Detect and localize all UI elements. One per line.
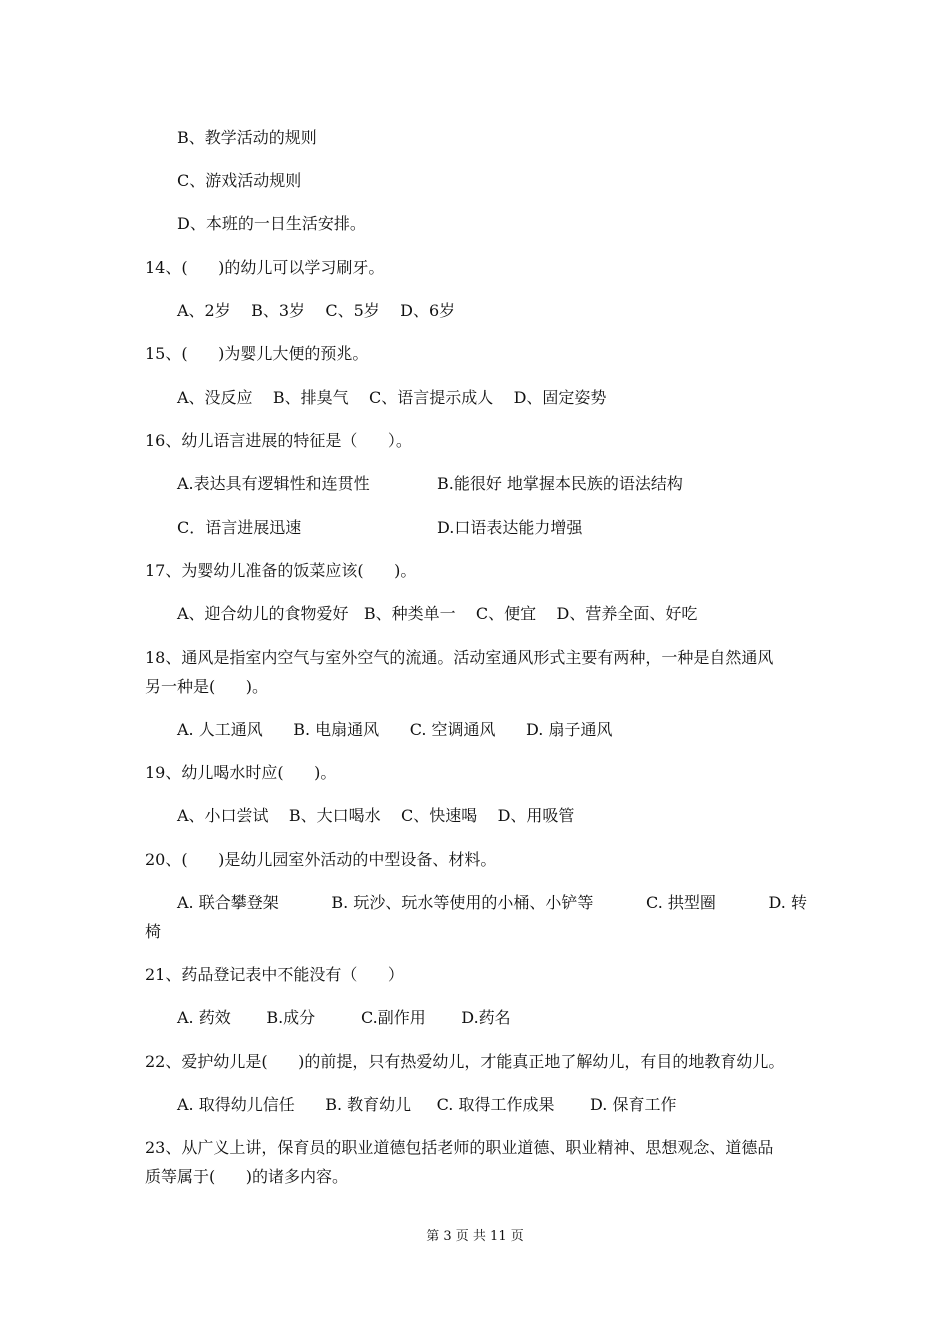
options-17: A、迎合幼儿的食物爱好 B、种类单一 C、便宜 D、营养全面、好吃 bbox=[177, 604, 698, 623]
option-16-a: A.表达具有逻辑性和连贯性 bbox=[177, 474, 370, 493]
question-15: 15、( )为婴儿大便的预兆。 bbox=[145, 344, 369, 363]
options-15: A、没反应 B、排臭气 C、语言提示成人 D、固定姿势 bbox=[177, 388, 607, 407]
option-line: C、游戏活动规则 bbox=[177, 171, 302, 190]
options-20 bbox=[177, 893, 807, 913]
question-21: 21、药品登记表中不能没有（ ） bbox=[145, 965, 404, 984]
option-16-b: B.能很好 地掌握本民族的语法结构 bbox=[437, 474, 683, 493]
option-20-a: A. 联合攀登架 bbox=[177, 893, 279, 912]
question-17: 17、为婴幼儿准备的饭菜应该( )。 bbox=[145, 561, 417, 580]
options-19: A、小口尝试 B、大口喝水 C、快速喝 D、用吸管 bbox=[177, 806, 575, 825]
option-20-b: B. 玩沙、玩水等使用的小桶、小铲等 bbox=[331, 893, 594, 912]
options-18: A. 人工通风 B. 电扇通风 C. 空调通风 D. 扇子通风 bbox=[177, 720, 613, 739]
options-14: A、2岁 B、3岁 C、5岁 D、6岁 bbox=[177, 301, 456, 320]
question-16: 16、幼儿语言进展的特征是（ ）。 bbox=[145, 431, 412, 450]
option-line: D、本班的一日生活安排。 bbox=[177, 214, 366, 233]
option-16-d: D.口语表达能力增强 bbox=[437, 518, 583, 537]
option-16-c: C．语言进展迅速 bbox=[177, 518, 302, 537]
option-line: B、教学活动的规则 bbox=[177, 128, 317, 147]
question-14: 14、( )的幼儿可以学习刷牙。 bbox=[145, 258, 385, 277]
option-20-c: C. 拱型圈 bbox=[646, 893, 716, 912]
question-22: 22、爱护幼儿是( )的前提，只有热爱幼儿，才能真正地了解幼儿，有目的地教育幼儿。 bbox=[145, 1052, 785, 1071]
question-18-line-1: 18、通风是指室内空气与室外空气的流通。活动室通风形式主要有两种，一种是自然通风 bbox=[145, 648, 774, 667]
page-footer: 第 3 页 共 11 页 bbox=[426, 1229, 524, 1244]
options-21: A. 药效 B.成分 C.副作用 D.药名 bbox=[177, 1008, 511, 1027]
question-23-line-2: 质等属于( )的诸多内容。 bbox=[145, 1167, 349, 1186]
options-20-continued: 椅 bbox=[145, 922, 162, 941]
options-22: A. 取得幼儿信任 B. 教育幼儿 C. 取得工作成果 D. 保育工作 bbox=[177, 1095, 677, 1114]
question-19: 19、幼儿喝水时应( )。 bbox=[145, 763, 337, 782]
question-18-line-2: 另一种是( )。 bbox=[145, 677, 269, 696]
question-23-line-1: 23、从广义上讲，保育员的职业道德包括老师的职业道德、职业精神、思想观念、道德品 bbox=[145, 1138, 774, 1157]
question-20: 20、( )是幼儿园室外活动的中型设备、材料。 bbox=[145, 850, 497, 869]
option-20-d: D. 转 bbox=[768, 893, 807, 912]
